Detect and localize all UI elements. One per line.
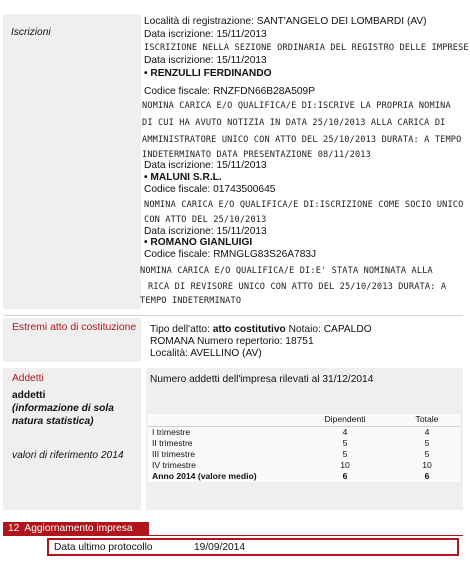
estremi-label: Estremi atto di costituzione — [12, 322, 137, 333]
data-iscrizione: Data iscrizione: 15/11/2013 — [144, 160, 267, 171]
person-name: • MALUNI S.R.L. — [144, 172, 222, 183]
addetti-note: (informazione di sola — [12, 403, 114, 414]
data-iscrizione: Data iscrizione: 15/11/2013 — [144, 29, 267, 40]
dipendenti-cell: 5 — [342, 449, 348, 459]
row-label: II trimestre — [152, 438, 193, 448]
dipendenti-cell: 6 — [342, 471, 348, 481]
person-name: • ROMANO GIANLUIGI — [144, 237, 253, 248]
tipo-atto-suffix: Notaio: CAPALDO — [285, 324, 372, 335]
row-label: IV trimestre — [152, 460, 196, 470]
aggiornamento-header-rule — [3, 535, 463, 536]
addetti-header-text: Numero addetti dell'impresa rilevati al 31/12/2014 — [150, 374, 374, 385]
nomina-line: NOMINA CARICA E/O QUALIFICA/E DI:E' STATA NOMINATA ALLA — [140, 266, 433, 276]
totale-cell: 5 — [424, 438, 430, 448]
codice-fiscale: Codice fiscale: 01743500645 — [144, 184, 276, 195]
valori-riferimento: valori di riferimento 2014 — [12, 450, 124, 461]
tipo-atto-value: atto costitutivo — [212, 324, 286, 335]
row-label: Anno 2014 (valore medio) — [152, 471, 257, 481]
addetti-table — [148, 414, 460, 482]
section-divider — [3, 315, 463, 316]
dipendenti-cell: 10 — [340, 460, 350, 470]
nomina-line: CON ATTO DEL 25/10/2013 — [144, 215, 267, 225]
row-label: III trimestre — [152, 449, 195, 459]
numero-repertorio: ROMANA Numero repertorio: 18751 — [150, 336, 314, 347]
data-ultimo-protocollo-label: Data ultimo protocollo — [54, 542, 153, 553]
totale-cell: 10 — [422, 460, 432, 470]
addetti-label: Addetti — [12, 373, 44, 384]
nomina-line: NOMINA CARICA E/O QUALIFICA/E DI:ISCRIVE LA PROPRIA NOMINA — [142, 101, 451, 111]
column-header: Totale — [415, 414, 439, 424]
totale-cell: 4 — [424, 427, 430, 437]
totale-cell: 6 — [424, 471, 430, 481]
codice-fiscale: Codice fiscale: RMNGLG83S26A783J — [144, 249, 317, 260]
nomina-line: AMMINISTRATORE UNICO CON ATTO DEL 25/10/2013 DURATA: A TEMPO — [142, 135, 462, 145]
table-row — [148, 438, 460, 449]
tipo-atto-prefix: Tipo dell'atto: — [150, 324, 213, 335]
table-row — [148, 460, 460, 471]
data-ultimo-protocollo-value: 19/09/2014 — [194, 542, 245, 553]
addetti-table-wrap — [148, 414, 460, 482]
person-name: • RENZULLI FERDINANDO — [144, 68, 272, 79]
nomina-line: INDETERMINATO DATA PRESENTAZIONE 08/11/2013 — [142, 150, 371, 160]
nomina-line: DI CUI HA AVUTO NOTIZIA IN DATA 25/10/2013 ALLA CARICA DI — [142, 118, 446, 128]
addetti-sub-label: addetti — [12, 390, 46, 401]
codice-fiscale: Codice fiscale: RNZFDN66B28A509P — [144, 86, 315, 97]
dipendenti-cell: 4 — [342, 427, 348, 437]
table-row — [148, 449, 460, 460]
column-header — [148, 414, 296, 425]
data-iscrizione: Data iscrizione: 15/11/2013 — [144, 226, 267, 237]
iscrizioni-label-bg — [3, 14, 141, 309]
nomina-line: NOMINA CARICA E/O QUALIFICA/E DI:ISCRIZIONE COME SOCIO UNICO — [144, 200, 464, 210]
dipendenti-cell: 5 — [342, 438, 348, 448]
totale-cell: 5 — [424, 449, 430, 459]
iscrizioni-label: Iscrizioni — [11, 27, 51, 38]
nomina-line: TEMPO INDETERMINATO — [140, 296, 242, 306]
aggiornamento-title: 12 Aggiornamento impresa — [8, 523, 133, 534]
column-header: Dipendenti — [324, 414, 366, 424]
table-header-row — [148, 414, 460, 425]
data-iscrizione: Data iscrizione: 15/11/2013 — [144, 55, 267, 66]
localita-atto: Località: AVELLINO (AV) — [150, 348, 262, 359]
table-row — [148, 427, 460, 438]
iscrizione-sezione-text: ISCRIZIONE NELLA SEZIONE ORDINARIA DEL REGISTRO DELLE IMPRESE — [144, 43, 469, 53]
addetti-note: natura statistica) — [12, 416, 94, 427]
tipo-atto — [150, 324, 372, 336]
localita-registrazione: Località di registrazione: SANT'ANGELO DEI LOMBARDI (AV) — [144, 16, 427, 27]
table-row-total — [148, 471, 460, 482]
row-label: I trimestre — [152, 427, 191, 437]
nomina-line: RICA DI REVISORE UNICO CON ATTO DEL 25/10/2013 DURATA: A — [148, 282, 447, 292]
